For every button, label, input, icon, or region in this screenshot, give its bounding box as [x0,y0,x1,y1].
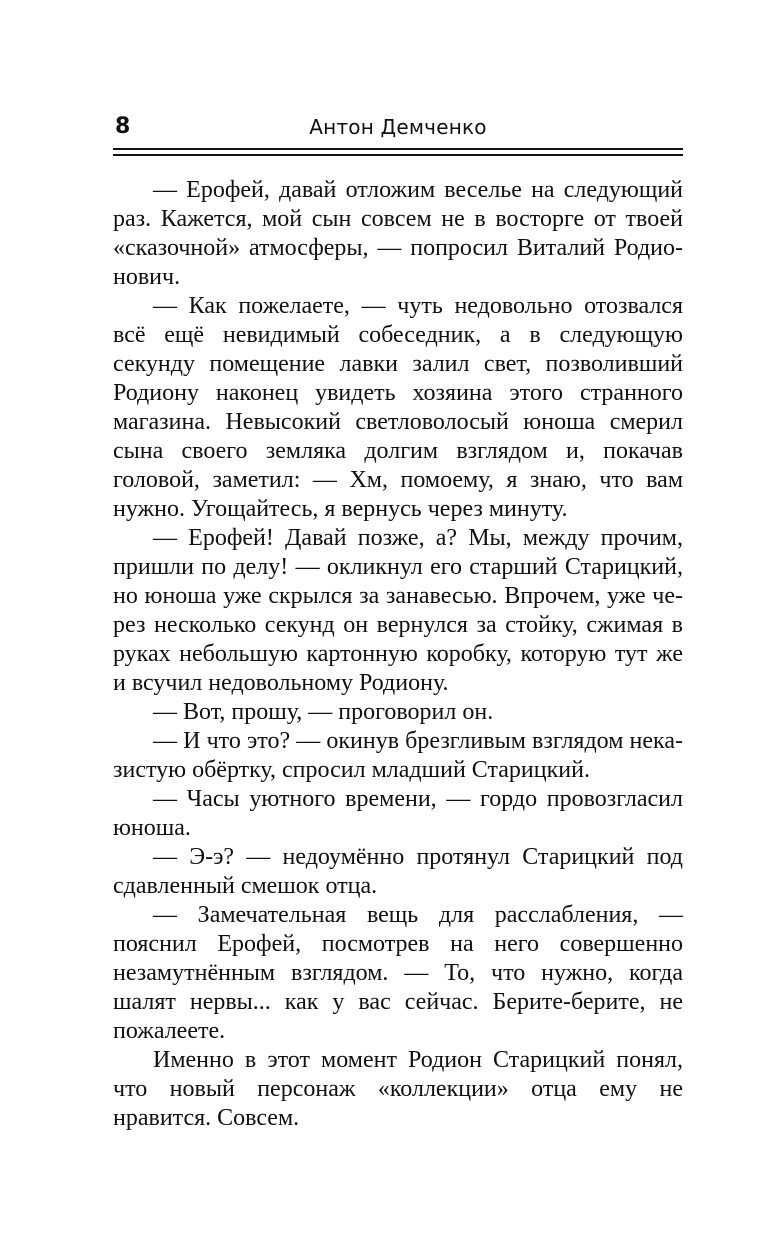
page-number: 8 [115,114,131,139]
paragraph: — Ерофей, давай отложим веселье на следующий раз. Кажется, мой сын совсем не в восторге от твоей «сказочной» атмосферы, — попросил Виталий Родионович. [113,177,683,290]
paragraph: — Вот, прошу, — проговорил он. [153,699,494,725]
paragraph: — Ерофей! Давай позже, а? Мы, между прочим, пришли по делу! — окликнул его старший Старицкий, но юноша уже скрылся за занавесью. Впрочем, уже через несколько секунд он вернулся за стойку, сжимая в руках небольшую картонную коробку, которую тут же и всучил недовольному Родиону. [113,525,683,696]
paragraph: — Как пожелаете, — чуть недовольно отозвался всё ещё невидимый собеседник, а в следующую секунду помещение лавки залил свет, позволивший Родиону наконец увидеть хозяина этого странного магазина. Невысокий светловолосый юноша смерил сына своего земляка долгим взглядом и, покачав головой, заметил: — Хм, помоему, я знаю, что вам нужно. Угощайтесь, я вернусь через минуту. [113,293,683,522]
body-text [113,176,683,1133]
paragraph: — Замечательная вещь для расслабления, — пояснил Ерофей, посмотрев на него совершенно незамутнённым взглядом. — То, что нужно, когда шалят нервы... как у вас сейчас. Берите-берите, не пожалеете. [113,902,683,1044]
header-rule-top [113,148,683,150]
running-head [113,112,683,142]
paragraph: — Часы уютного времени, — гордо провозгласил юноша. [113,786,683,841]
header-rule-bottom [113,154,683,156]
running-title: Антон Демченко [309,115,487,139]
paragraph: — И что это? — окинув брезгливым взглядом неказистую обёртку, спросил младший Старицкий. [113,728,683,783]
paragraph: — Э-э? — недоумённо протянул Старицкий под сдавленный смешок отца. [113,844,683,899]
paragraph: Именно в этот момент Родион Старицкий понял, что новый персонаж «коллекции» отца ему не нравится. Совсем. [113,1047,683,1131]
